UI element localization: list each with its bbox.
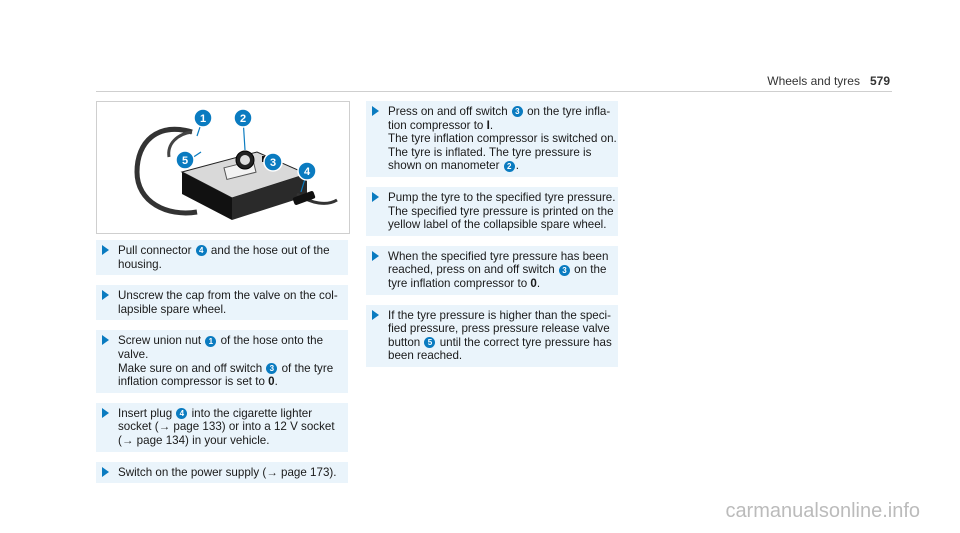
right-steps — [366, 101, 618, 377]
step-text: . — [489, 118, 494, 132]
callout-ref: 3 — [512, 106, 523, 117]
step-text: and the hose out of the — [207, 244, 330, 257]
step-text: . — [536, 276, 541, 290]
step-arrow-icon — [372, 192, 379, 202]
step-line — [388, 105, 618, 119]
callout-ref: 2 — [504, 161, 515, 172]
switch-position: 0 — [530, 276, 537, 290]
callout-ref: 4 — [196, 245, 207, 256]
step-text: The tyre is inflated. The tyre pressure is — [388, 145, 592, 159]
section-title: Wheels and tyres — [767, 74, 860, 88]
watermark: carmanualsonline.info — [725, 500, 920, 522]
step-text: The specified tyre pressure is printed on the — [388, 204, 614, 218]
step-line — [388, 250, 618, 264]
instruction-step — [366, 305, 618, 367]
step-line — [118, 244, 348, 258]
step-text: When the specified tyre pressure has been — [388, 249, 609, 263]
switch-position: 0 — [268, 375, 275, 389]
page-header — [767, 74, 890, 88]
step-text: . — [274, 375, 278, 389]
step-line — [388, 132, 618, 146]
page-number: 579 — [869, 74, 890, 88]
header-divider — [96, 91, 892, 92]
step-line — [388, 349, 618, 363]
step-arrow-icon — [372, 106, 379, 116]
callout-ref: 3 — [266, 363, 277, 374]
instruction-step — [96, 285, 348, 320]
step-text: shown on manometer — [388, 159, 503, 173]
step-text: into the cigarette lighter — [188, 406, 313, 420]
instruction-step — [366, 246, 618, 295]
step-text: on the tyre infla- — [523, 105, 611, 118]
step-text: inflation compressor is set to — [118, 375, 269, 389]
manometer-dial — [240, 155, 250, 165]
step-text: Switch on the power supply (→ page 173). — [118, 465, 337, 479]
callout-2 — [234, 109, 252, 127]
callout-ref: 5 — [424, 337, 435, 348]
step-line — [388, 146, 618, 160]
callout-4 — [298, 162, 316, 180]
step-text: valve. — [118, 347, 149, 361]
instruction-step — [96, 462, 348, 484]
callout-5 — [176, 151, 194, 169]
step-text: Press on and off switch — [388, 105, 511, 118]
step-line — [388, 322, 618, 336]
step-arrow-icon — [372, 310, 379, 320]
step-text: been reached. — [388, 349, 463, 363]
step-text: Make sure on and off switch — [118, 361, 266, 375]
step-line — [118, 420, 348, 434]
step-text: housing. — [118, 257, 162, 271]
step-text: tyre inflation compressor to — [388, 276, 531, 290]
step-line — [388, 277, 618, 291]
step-line — [118, 407, 348, 421]
step-text: fied pressure, press pressure release valve — [388, 322, 610, 336]
step-line — [118, 466, 348, 480]
svg-text:3: 3 — [269, 157, 277, 169]
step-text: Screw union nut — [118, 334, 205, 348]
step-text: of the tyre — [278, 361, 334, 375]
svg-text:2: 2 — [239, 113, 247, 125]
step-text: socket (→ page 133) or into a 12 V socket — [118, 420, 335, 434]
instruction-step — [96, 330, 348, 392]
instruction-step — [366, 187, 618, 236]
step-line — [118, 362, 348, 376]
callout-1 — [194, 109, 212, 127]
step-line — [118, 258, 348, 272]
step-text: If the tyre pressure is higher than the speci- — [388, 308, 611, 322]
step-text: . — [515, 159, 519, 173]
compressor-illustration — [96, 101, 350, 234]
step-line — [388, 191, 618, 205]
step-text: Insert plug — [118, 406, 176, 420]
step-text: of the hose onto the — [217, 334, 324, 348]
step-line — [388, 205, 618, 219]
step-line — [388, 263, 618, 277]
callout-ref: 3 — [559, 265, 570, 276]
step-arrow-icon — [102, 408, 109, 418]
callout-3 — [264, 153, 282, 171]
step-line — [118, 303, 348, 317]
step-text: button — [388, 335, 424, 349]
step-line — [118, 434, 348, 448]
step-arrow-icon — [102, 290, 109, 300]
svg-text:5: 5 — [181, 155, 189, 167]
step-text: Pull connector — [118, 244, 195, 257]
step-line — [388, 309, 618, 323]
step-text: Pump the tyre to the specified tyre pressure. — [388, 190, 616, 204]
step-line — [118, 348, 348, 362]
step-arrow-icon — [102, 335, 109, 345]
step-text: (→ page 134) in your vehicle. — [118, 433, 270, 447]
step-text: reached, press on and off switch — [388, 263, 558, 277]
step-arrow-icon — [102, 245, 109, 255]
step-line — [388, 159, 618, 173]
compressor-drawing — [97, 102, 349, 233]
instruction-step — [366, 101, 618, 177]
callout-ref: 1 — [205, 336, 216, 347]
step-arrow-icon — [372, 251, 379, 261]
step-text: Unscrew the cap from the valve on the col- — [118, 289, 338, 303]
step-line — [118, 334, 348, 348]
svg-text:1: 1 — [199, 113, 207, 125]
step-text: on the — [570, 263, 607, 277]
instruction-step — [96, 403, 348, 452]
left-steps — [96, 240, 348, 493]
step-line — [388, 336, 618, 350]
step-arrow-icon — [102, 467, 109, 477]
svg-text:4: 4 — [303, 166, 311, 178]
callout-ref: 4 — [176, 408, 187, 419]
step-text: The tyre inflation compressor is switched on. — [388, 132, 617, 146]
step-line — [118, 289, 348, 303]
step-text: lapsible spare wheel. — [118, 302, 227, 316]
step-text: tion compressor to — [388, 118, 487, 132]
instruction-step — [96, 240, 348, 275]
step-line — [118, 375, 348, 389]
step-line — [388, 119, 618, 133]
step-text: until the correct tyre pressure has — [436, 335, 612, 349]
step-text: yellow label of the collapsible spare wheel. — [388, 218, 607, 232]
switch-position: I — [486, 118, 490, 132]
step-line — [388, 218, 618, 232]
